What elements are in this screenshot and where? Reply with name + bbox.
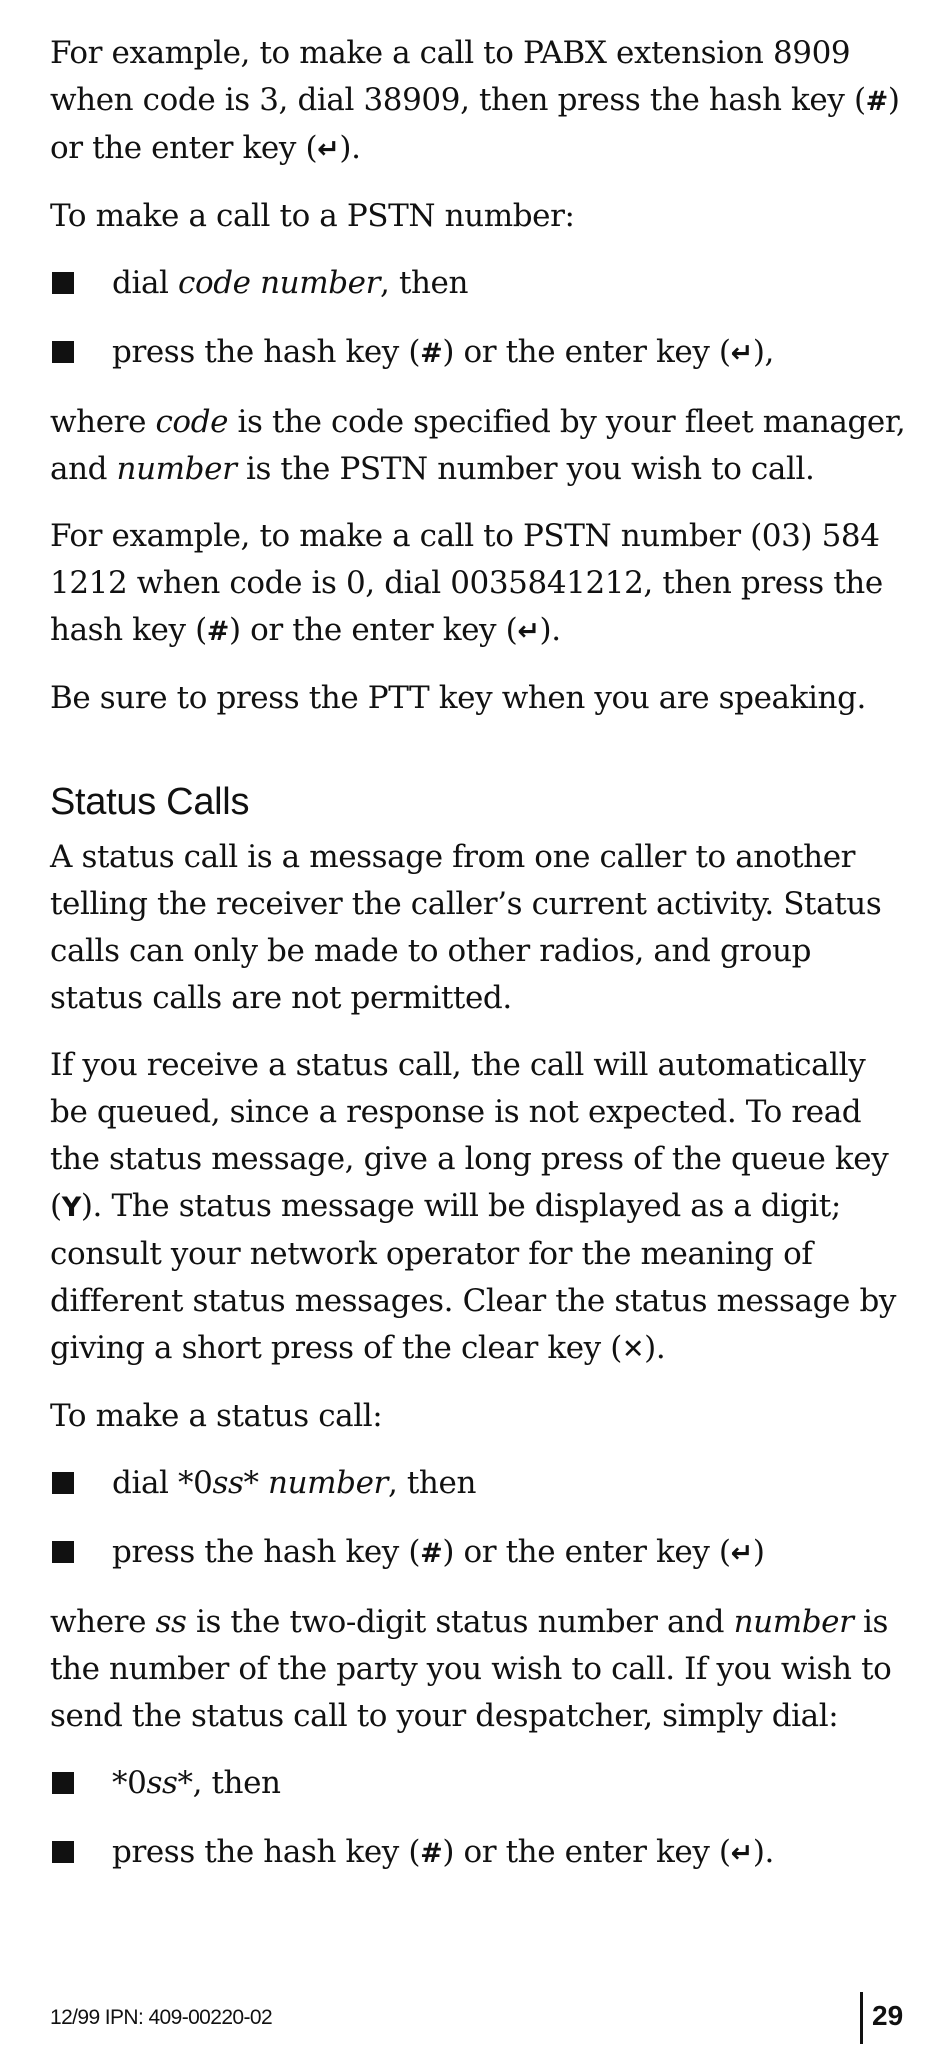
text: For example, to make a call to PABX extension 8909 when code is 3, dial 38909, then press the hash key ( bbox=[50, 35, 866, 118]
text: press the hash key ( bbox=[112, 334, 421, 370]
bullet-square-icon bbox=[52, 1541, 74, 1563]
list-item bbox=[50, 1829, 910, 1877]
text: where bbox=[50, 404, 156, 440]
enter-key-icon: ↵ bbox=[730, 338, 753, 369]
bullet-square-icon bbox=[52, 341, 74, 363]
text: ) or the enter key ( bbox=[442, 1534, 731, 1570]
text: ). The status message will be displayed as a digit; consult your network operator for the meaning of different status messages. Clear the status message by giving a short press of the clear key ( bbox=[50, 1188, 897, 1366]
list-item bbox=[50, 1760, 910, 1807]
text: If you receive a status call, the call will automatically be queued, since a response is not expected. To read the status message, give a long press of the queue key ( bbox=[50, 1047, 889, 1224]
text: is the code specified by your fleet manager, and bbox=[50, 404, 906, 487]
bullet-square-icon bbox=[52, 1841, 74, 1863]
enter-key-icon: ↵ bbox=[517, 616, 540, 647]
page-number: 29 bbox=[872, 2000, 904, 2031]
clear-key-icon: ✕ bbox=[621, 1334, 645, 1365]
hash-key-icon: # bbox=[420, 1538, 443, 1569]
text: , then bbox=[387, 1465, 477, 1501]
text: is the two-digit status number and bbox=[186, 1604, 734, 1640]
bullet-square-icon bbox=[52, 272, 74, 294]
hash-key-icon: # bbox=[420, 338, 443, 369]
bullet-square-icon bbox=[52, 1772, 74, 1794]
ptt-note: Be sure to press the PTT key when you are speaking. bbox=[50, 680, 866, 716]
text: ss bbox=[155, 1604, 187, 1640]
text: ss bbox=[212, 1465, 244, 1501]
pstn-example-paragraph bbox=[50, 513, 910, 655]
footer-divider bbox=[860, 1992, 863, 2044]
text: is the PSTN number you wish to call. bbox=[236, 451, 815, 487]
queue-key-icon: Y bbox=[61, 1192, 81, 1223]
enter-key-icon: ↵ bbox=[317, 134, 340, 165]
list-item bbox=[50, 260, 910, 307]
list-item bbox=[50, 329, 910, 377]
status-para-2 bbox=[50, 1042, 910, 1373]
text: ss bbox=[146, 1765, 178, 1801]
text: code bbox=[155, 404, 229, 440]
list-item bbox=[50, 1529, 910, 1577]
list-item bbox=[50, 1460, 910, 1507]
text: code number bbox=[178, 265, 381, 301]
text: , then bbox=[380, 265, 469, 301]
list-item-text bbox=[112, 1829, 774, 1877]
text: is the number of the party you wish to call. If you wish to send the status call to your despatcher, simply dial: bbox=[50, 1604, 892, 1734]
text: dial *0 bbox=[112, 1465, 213, 1501]
text: For example, to make a call to PSTN number (03) 584 1212 when code is 0, dial 0035841212, then press the hash key ( bbox=[50, 518, 883, 648]
document-reference: 12/99 IPN: 409-00220-02 bbox=[50, 2006, 273, 2029]
bullet-square-icon bbox=[52, 1472, 74, 1494]
pabx-example-paragraph bbox=[50, 30, 910, 173]
page-content bbox=[50, 30, 910, 1899]
enter-key-icon: ↵ bbox=[730, 1838, 753, 1869]
list-item-text bbox=[112, 260, 468, 307]
text: number bbox=[116, 451, 237, 487]
text: *0 bbox=[112, 1765, 147, 1801]
text: ), bbox=[752, 334, 774, 370]
hash-key-icon: # bbox=[865, 86, 888, 117]
text: ) or the enter key ( bbox=[442, 1834, 731, 1870]
pstn-where-paragraph bbox=[50, 399, 910, 493]
text: number bbox=[733, 1604, 854, 1640]
text: ) or the enter key ( bbox=[442, 334, 731, 370]
text: ). bbox=[539, 612, 561, 648]
text: *, then bbox=[177, 1765, 281, 1801]
list-item-text bbox=[112, 329, 774, 377]
list-item-text bbox=[112, 1529, 765, 1577]
status-intro: To make a status call: bbox=[50, 1398, 383, 1434]
text: ). bbox=[644, 1330, 666, 1366]
text: press the hash key ( bbox=[112, 1834, 421, 1870]
pstn-intro: To make a call to a PSTN number: bbox=[50, 198, 575, 234]
hash-key-icon: # bbox=[206, 616, 230, 647]
text: where bbox=[50, 1604, 156, 1640]
section-heading-status-calls: Status Calls bbox=[50, 781, 250, 823]
text: ) bbox=[752, 1534, 765, 1570]
text: dial bbox=[112, 265, 179, 301]
list-item-text bbox=[112, 1760, 281, 1807]
text: * bbox=[243, 1465, 269, 1501]
text: ) or the enter key ( bbox=[229, 612, 518, 648]
list-item-text bbox=[112, 1460, 476, 1507]
enter-key-icon: ↵ bbox=[730, 1538, 753, 1569]
text: ). bbox=[339, 130, 361, 166]
text: ) or the enter key ( bbox=[50, 82, 900, 166]
page-footer bbox=[50, 1992, 910, 2052]
status-where-paragraph bbox=[50, 1599, 910, 1740]
status-para-1: A status call is a message from one caller to another telling the receiver the caller’s current activity. Status calls can only be made to other radios, and group status calls are not permitted. bbox=[50, 839, 882, 1016]
text: ). bbox=[752, 1834, 774, 1870]
hash-key-icon: # bbox=[420, 1838, 443, 1869]
text: press the hash key ( bbox=[112, 1534, 421, 1570]
text: number bbox=[268, 1465, 388, 1501]
